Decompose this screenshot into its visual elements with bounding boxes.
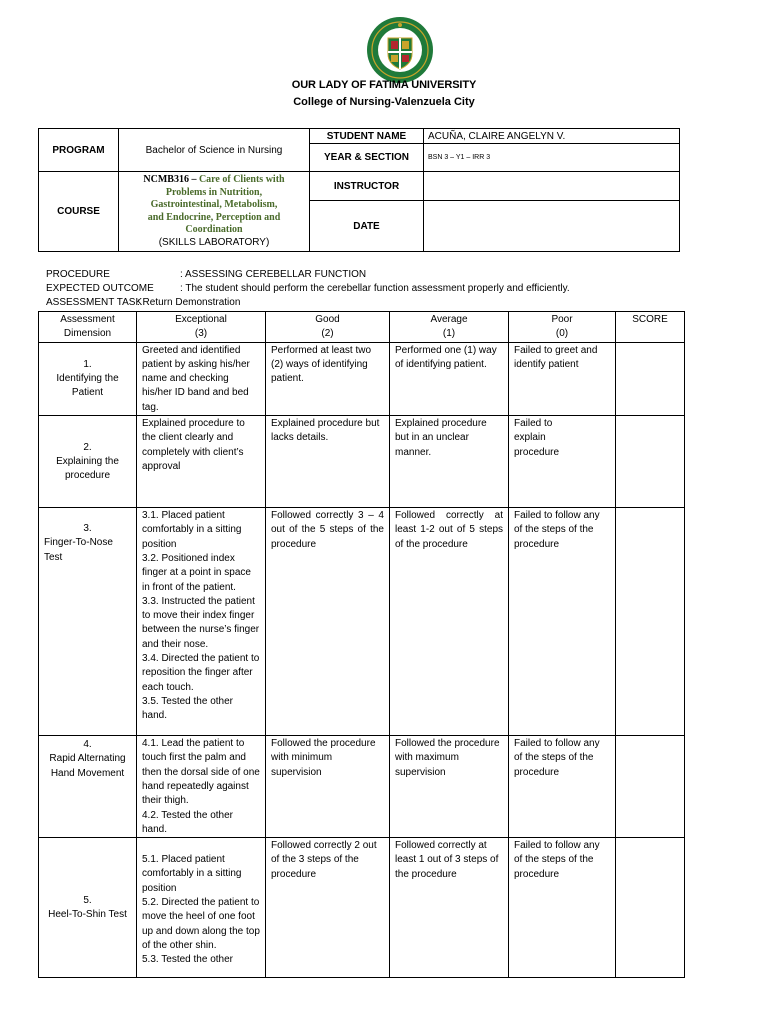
student-info-table <box>38 128 680 252</box>
header-poor <box>509 312 616 343</box>
step-item: 3.2. Positioned index finger at a point in space in front of the patient. <box>142 552 251 593</box>
date-label: DATE <box>310 201 424 252</box>
program-value: Bachelor of Science in Nursing <box>119 129 310 172</box>
outcome-line <box>46 283 570 294</box>
good-cell: Followed the procedure with minimum supervision <box>266 736 390 838</box>
rubric-row <box>39 416 685 508</box>
course-label: COURSE <box>39 172 119 252</box>
header-exceptional <box>137 312 266 343</box>
dimension-number: 3. <box>83 523 92 535</box>
dimension-number: 4. <box>83 739 92 751</box>
header-exceptional-points: (3) <box>194 328 208 340</box>
poor-line-2: explain <box>514 432 546 444</box>
good-cell: Explained procedure but lacks details. <box>266 416 390 508</box>
poor-cell: Failed to follow any of the steps of the procedure <box>509 508 616 736</box>
average-cell: Followed correctly at least 1-2 out of 5 steps of the procedure <box>390 508 509 736</box>
seal-icon <box>366 16 434 84</box>
procedure-value: : ASSESSING CEREBELLAR FUNCTION <box>180 269 367 280</box>
instructor-label: INSTRUCTOR <box>310 172 424 201</box>
course-code: NCMB316 – <box>143 174 197 185</box>
header-good-label: Good <box>315 314 340 325</box>
college-name: College of Nursing-Valenzuela City <box>293 96 475 108</box>
step-item: 3.3. Instructed the patient to move their index finger between the nurse’s finger and their nose. <box>142 595 260 650</box>
task-label: ASSESSMENT TASK <box>46 297 143 308</box>
dimension-cell <box>39 508 137 736</box>
step-item: 5.1. Placed patient comfortably in a sitting position <box>142 854 242 894</box>
good-cell: Followed correctly 3 – 4 out of the 5 steps of the procedure <box>266 508 390 736</box>
header-poor-points: (0) <box>555 328 569 340</box>
header-average <box>390 312 509 343</box>
step-item: 5.2. Directed the patient to move the heel of one foot up and down along the top of the other shin. <box>142 897 260 951</box>
dimension-name-line-2: Test <box>44 551 63 563</box>
procedure-label: PROCEDURE <box>46 269 110 280</box>
header-poor-label: Poor <box>551 314 573 325</box>
student-name-value: ACUÑA, CLAIRE ANGELYN V. <box>424 129 680 144</box>
score-cell <box>616 416 685 508</box>
dimension-name-line-1: Explaining the <box>56 455 119 467</box>
course-title <box>119 172 310 252</box>
score-cell <box>616 838 685 978</box>
poor-cell: Failed to greet and identify patient <box>509 342 616 415</box>
step-item: 4.1. Lead the patient to touch first the palm and then the dorsal side of one hand repeatedly against their thigh. <box>142 738 260 807</box>
header-dimension <box>39 312 137 343</box>
header-good <box>266 312 390 343</box>
outcome-label: EXPECTED OUTCOME <box>46 283 154 294</box>
date-value <box>424 201 680 252</box>
header-dimension-line-2: Dimension <box>63 328 112 340</box>
score-cell <box>616 342 685 415</box>
dimension-name-line-1: Finger-To-Nose <box>44 537 113 549</box>
average-cell: Followed the procedure with maximum supervision <box>390 736 509 838</box>
dimension-name-line-2: procedure <box>64 470 111 482</box>
average-cell: Explained procedure but in an unclear manner. <box>390 416 509 508</box>
header-average-points: (1) <box>442 328 456 340</box>
good-cell: Performed at least two (2) ways of identifying patient. <box>266 342 390 415</box>
dimension-cell <box>39 416 137 508</box>
header-good-points: (2) <box>321 328 334 340</box>
good-cell: Followed correctly 2 out of the 3 steps of the procedure <box>266 838 390 978</box>
course-title-line-2: Problems in Nutrition, <box>165 186 263 198</box>
dimension-name-line-2: Patient <box>71 387 104 399</box>
exceptional-cell <box>137 508 266 736</box>
task-value: : Return Demonstration <box>137 297 241 308</box>
step-item: 4.2. Tested the other hand. <box>142 809 233 835</box>
poor-cell <box>509 416 616 508</box>
dimension-cell <box>39 342 137 415</box>
student-name-label: STUDENT NAME <box>310 129 424 144</box>
procedure-line <box>46 269 366 280</box>
exceptional-cell: Explained procedure to the client clearly and completely with client’s approval <box>137 416 266 508</box>
dimension-cell <box>39 736 137 838</box>
dimension-number: 1. <box>83 358 92 370</box>
exceptional-cell <box>137 736 266 838</box>
rubric-row <box>39 342 685 415</box>
poor-cell: Failed to follow any of the steps of the procedure <box>509 736 616 838</box>
year-section-label: YEAR & SECTION <box>310 144 424 172</box>
year-section-value: BSN 3 – Y1 – IRR 3 <box>424 144 680 172</box>
score-cell <box>616 508 685 736</box>
task-line <box>46 297 240 308</box>
outcome-value: : The student should perform the cerebellar function assessment properly and efficiently. <box>180 283 570 294</box>
course-title-line-1: Care of Clients with <box>196 174 285 185</box>
average-cell: Followed correctly at least 1 out of 3 steps of the procedure <box>390 838 509 978</box>
rubric-row <box>39 736 685 838</box>
dimension-name-line-1: Rapid Alternating <box>49 753 126 765</box>
dimension-name-line-2: Hand Movement <box>50 767 125 779</box>
rubric-table <box>38 311 685 978</box>
score-cell <box>616 736 685 838</box>
program-label: PROGRAM <box>39 129 119 172</box>
poor-cell: Failed to follow any of the steps of the procedure <box>509 838 616 978</box>
exceptional-cell: Greeted and identified patient by asking his/her name and checking his/her ID band and bed tag. <box>137 342 266 415</box>
step-item: 3.1. Placed patient comfortably in a sitting position <box>142 510 242 550</box>
rubric-row <box>39 508 685 736</box>
university-name: OUR LADY OF FATIMA UNIVERSITY <box>291 79 477 91</box>
exceptional-cell <box>137 838 266 978</box>
dimension-number: 2. <box>83 441 92 453</box>
step-item: 3.5. Tested the other hand. <box>142 695 233 722</box>
header-exceptional-label: Exceptional <box>175 314 227 325</box>
course-title-line-3: Gastrointestinal, Metabolism, <box>150 199 278 210</box>
poor-line-1: Failed to <box>514 418 553 430</box>
dimension-name-line-1: Identifying the <box>56 373 119 385</box>
header-average-label: Average <box>430 314 468 325</box>
step-item: 3.4. Directed the patient to reposition the finger after each touch. <box>142 653 260 693</box>
rubric-row <box>39 838 685 978</box>
dimension-number: 5. <box>83 894 92 906</box>
dimension-cell <box>39 838 137 978</box>
course-title-line-4: and Endocrine, Perception and <box>147 211 281 223</box>
poor-line-3: procedure <box>514 446 560 458</box>
course-subtitle: (SKILLS LABORATORY) <box>158 236 270 248</box>
header-score: SCORE <box>616 312 685 343</box>
step-item: 5.3. Tested the other <box>142 954 233 966</box>
average-cell: Performed one (1) way of identifying patient. <box>390 342 509 415</box>
header-dimension-line-1: Assessment <box>60 314 115 325</box>
instructor-value <box>424 172 680 201</box>
dimension-name-line: Heel-To-Shin Test <box>48 909 127 921</box>
course-title-line-5: Coordination <box>185 224 243 235</box>
